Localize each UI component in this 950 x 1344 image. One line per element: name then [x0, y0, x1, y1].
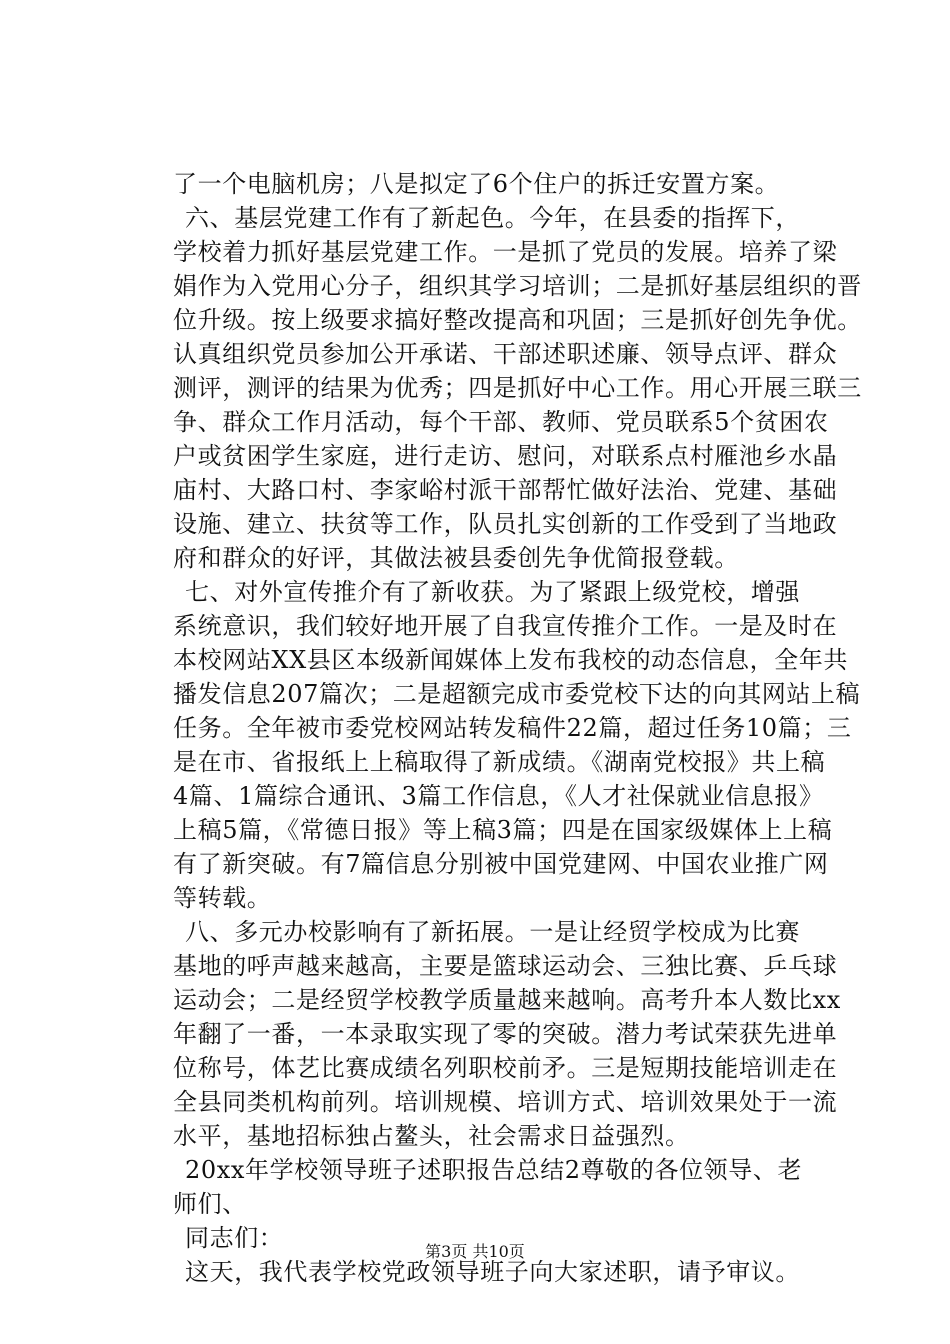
text-line: 年翻了一番，一本录取实现了零的突破。潜力考试荣获先进单 [173, 1020, 838, 1048]
text-line: 娟作为入党用心分子，组织其学习培训；二是抓好基层组织的晋 [173, 272, 862, 300]
salutation-line: 同志们： [185, 1224, 284, 1252]
paragraph-heading-seven: 七、对外宣传推介有了新收获。为了紧跟上级党校，增强 [185, 578, 800, 606]
text-line: 是在市、省报纸上上稿取得了新成绩。《湖南党校报》共上稿 [173, 748, 826, 776]
text-line: 争、群众工作月活动，每个干部、教师、党员联系5个贫困农 [173, 408, 829, 436]
text-line: 运动会；二是经贸学校教学质量越来越响。高考升本人数比xx [173, 986, 841, 1014]
text-line: 基地的呼声越来越高，主要是篮球运动会、三独比赛、乒乓球 [173, 952, 838, 980]
text-line: 本校网站XX县区本级新闻媒体上发布我校的动态信息，全年共 [173, 646, 848, 674]
text-line: 测评，测评的结果为优秀；四是抓好中心工作。用心开展三联三 [173, 374, 862, 402]
text-line: 师们、 [173, 1190, 247, 1218]
text-line: 学校着力抓好基层党建工作。一是抓了党员的发展。培养了梁 [173, 238, 838, 266]
text-line: 有了新突破。有7篇信息分别被中国党建网、中国农业推广网 [173, 850, 829, 878]
text-line: 任务。全年被市委党校网站转发稿件22篇，超过任务10篇；三 [173, 714, 852, 742]
text-line: 认真组织党员参加公开承诺、干部述职述廉、领导点评、群众 [173, 340, 838, 368]
text-line: 播发信息207篇次；二是超额完成市委党校下达的向其网站上稿 [173, 680, 861, 708]
text-line: 设施、建立、扶贫等工作，队员扎实创新的工作受到了当地政 [173, 510, 838, 538]
text-line: 庙村、大路口村、李家峪村派干部帮忙做好法治、党建、基础 [173, 476, 838, 504]
text-line: 位称号，体艺比赛成绩名列职校前矛。三是短期技能培训走在 [173, 1054, 838, 1082]
text-line: 这天，我代表学校党政领导班子向大家述职，请予审议。 [185, 1258, 800, 1286]
text-line: 全县同类机构前列。培训规模、培训方式、培训效果处于一流 [173, 1088, 838, 1116]
text-line: 户或贫困学生家庭，进行走访、慰问，对联系点村雁池乡水晶 [173, 442, 838, 470]
report-title-line: 20xx年学校领导班子述职报告总结2尊敬的各位领导、老 [185, 1156, 803, 1184]
page-number-footer: 第3页 共10页 [425, 1242, 525, 1261]
document-body [173, 167, 862, 1289]
text-line: 4篇、1篇综合通讯、3篇工作信息，《人才社保就业信息报》 [173, 782, 824, 810]
text-line: 系统意识，我们较好地开展了自我宣传推介工作。一是及时在 [173, 612, 838, 640]
paragraph-heading-eight: 八、多元办校影响有了新拓展。一是让经贸学校成为比赛 [185, 918, 800, 946]
text-line: 上稿5篇，《常德日报》等上稿3篇；四是在国家级媒体上上稿 [173, 816, 833, 844]
text-line: 位升级。按上级要求搞好整改提高和巩固；三是抓好创先争优。 [173, 306, 862, 334]
text-line: 水平，基地招标独占鳌头，社会需求日益强烈。 [173, 1122, 690, 1150]
text-line: 了一个电脑机房；八是拟定了6个住户的拆迁安置方案。 [173, 170, 780, 198]
text-line: 等转载。 [173, 884, 272, 912]
paragraph-heading-six: 六、基层党建工作有了新起色。今年，在县委的指挥下， [185, 204, 800, 232]
text-line: 府和群众的好评，其做法被县委创先争优简报登载。 [173, 544, 739, 572]
